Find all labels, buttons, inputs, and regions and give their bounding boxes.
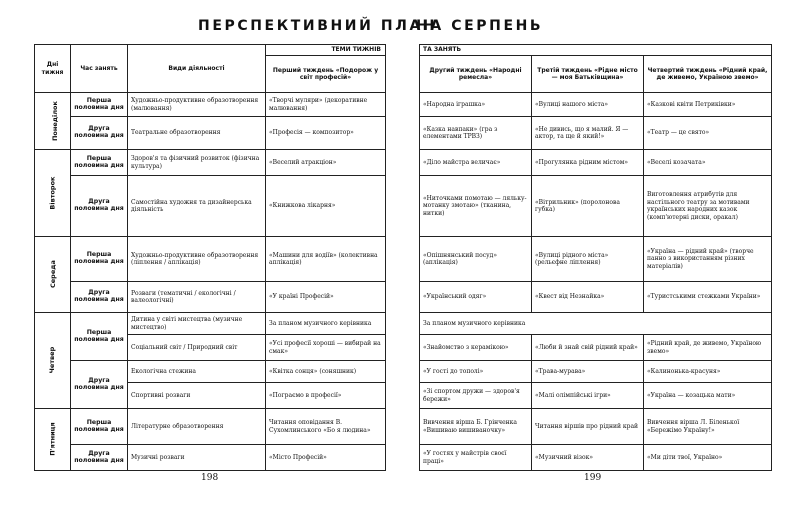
week4-cell: «Ми діти твої, Україно» (644, 445, 772, 471)
week1-cell: «Творчі муляри» (декоративне малювання) (266, 93, 386, 117)
week1-cell: «Професія — композитор» (266, 117, 386, 150)
page-number-left: 198 (201, 473, 219, 483)
week1-cell: «Веселий атракціон» (266, 150, 386, 176)
right-page-table (419, 44, 771, 471)
week4-cell: «Калинонька-красуня» (644, 361, 772, 383)
activity-cell: Екологічна стежина (128, 361, 266, 383)
week2-cell: «Ниточками помотаю — ляльку-мотанку змотаю» (тканина, нитки) (420, 176, 532, 237)
week3-cell: «Не дивись, що я малий. Я — актор, та ще й який!» (532, 117, 644, 150)
week1-cell: «Машини для водіїв» (колективна аплікація) (266, 237, 386, 282)
week3-cell: «Люби й знай свій рідний край» (532, 335, 644, 361)
week2-cell: «Народна іграшка» (420, 93, 532, 117)
week1-cell: «Пограємо в професії» (266, 383, 386, 409)
time-cell: Перша половина дня (71, 150, 128, 176)
day-cell (35, 150, 71, 237)
day-label: Середа (48, 260, 57, 289)
time-cell: Друга половина дня (71, 445, 128, 471)
week3-cell: «Вітрильник» (поролонова губка) (532, 176, 644, 237)
week2-cell: Вивчення вірша Б. Грінченка «Вишиваю вишиваночку» (420, 409, 532, 445)
title-right: НА СЕРПЕНЬ (416, 18, 544, 34)
time-cell: Друга половина дня (71, 282, 128, 313)
week2-cell: «Діло майстра величає» (420, 150, 532, 176)
day-label: П'ятниця (48, 422, 57, 457)
header-week4: Четвертий тиждень «Рідний край, де живемо, Україною звемо» (644, 56, 772, 93)
week1-cell: «Місто Професій» (266, 445, 386, 471)
week3-cell: «Прогулянка рідним містом» (532, 150, 644, 176)
header-themes-right: ТА ЗАНЯТЬ (420, 45, 772, 56)
week1-cell: «У країні Професій» (266, 282, 386, 313)
header-week2: Другий тиждень «Народні ремесла» (420, 56, 532, 93)
day-cell (35, 237, 71, 313)
week4-cell: «Веселі козачата» (644, 150, 772, 176)
week3-cell: «Музичний візок» (532, 445, 644, 471)
left-page-table (34, 44, 385, 471)
activity-cell: Розваги (тематичні / екологічні / валеологічні) (128, 282, 266, 313)
time-cell: Друга половина дня (71, 117, 128, 150)
week1-cell: За планом музичного керівника (266, 313, 386, 335)
time-cell: Перша половина дня (71, 409, 128, 445)
day-cell (35, 313, 71, 409)
activity-cell: Музичні розваги (128, 445, 266, 471)
day-label: Вівторок (48, 176, 57, 210)
week2-cell: «У гості до тополі» (420, 361, 532, 383)
activity-cell: Самостійна художня та дизайнерська діяльність (128, 176, 266, 237)
activity-cell: Соціальний світ / Природний світ (128, 335, 266, 361)
activity-cell: Здоров'я та фізичний розвиток (фізична культура) (128, 150, 266, 176)
activity-cell: Художньо-продуктивне образотворення (малювання) (128, 93, 266, 117)
activity-cell: Спортивні розваги (128, 383, 266, 409)
week1-cell: «Книжкова лікарня» (266, 176, 386, 237)
activity-cell: Художньо-продуктивне образотворення (ліплення / аплікація) (128, 237, 266, 282)
week3-cell: «Квест від Незнайка» (532, 282, 644, 313)
week3-cell: Читання віршів про рідний край (532, 409, 644, 445)
week2-cell: «Опішнянський посуд» (аплікація) (420, 237, 532, 282)
day-label: Четвер (48, 347, 57, 374)
header-activity: Види діяльності (128, 45, 266, 93)
week2-cell: «Український одяг» (420, 282, 532, 313)
time-cell: Друга половина дня (71, 361, 128, 409)
week2-cell: «У гостях у майстрів своєї праці» (420, 445, 532, 471)
header-week3: Третій тиждень «Рідне місто — моя Батьківщина» (532, 56, 644, 93)
activity-cell: Дитина у світі мистецтва (музичне мистецтво) (128, 313, 266, 335)
week2-cell: «Знайомство з керамікою» (420, 335, 532, 361)
week3-cell: «Трава-мурава» (532, 361, 644, 383)
header-day: Дні тижня (35, 45, 71, 93)
week4-cell: Вивчення вірша Л. Біленької «Бережімо Україну!» (644, 409, 772, 445)
week4-cell: «Казкові квіти Петриківки» (644, 93, 772, 117)
day-cell (35, 409, 71, 471)
week3-cell: «Малі олімпійські ігри» (532, 383, 644, 409)
week2-cell: «Казка навпаки» (гра з елементами ТРВЗ) (420, 117, 532, 150)
header-themes-left: ТЕМИ ТИЖНІВ (266, 45, 386, 56)
time-cell: Перша половина дня (71, 93, 128, 117)
activity-cell: Театральне образотворення (128, 117, 266, 150)
week3-cell: «Вулиці рідного міста» (рельєфне ліплення) (532, 237, 644, 282)
week4-cell: «Україна — рідний край» (творче панно з використанням різних матеріалів) (644, 237, 772, 282)
week1-cell: Читання оповідання В. Сухомлинського «Бо я людина» (266, 409, 386, 445)
header-week1: Перший тиждень «Подорож у світ професій» (266, 56, 386, 93)
week4-cell: «Туристськими стежками України» (644, 282, 772, 313)
week4-cell: «Театр — це свято» (644, 117, 772, 150)
time-cell: Перша половина дня (71, 237, 128, 282)
title-left: ПЕРСПЕКТИВНИЙ ПЛАН (198, 18, 438, 34)
week4-cell: Виготовлення атрибутів для настільного театру за мотивами українських народних казок (комп'ютерні диски, оракал) (644, 176, 772, 237)
activity-cell: Літературне образотворення (128, 409, 266, 445)
week3-cell: «Вулиці нашого міста» (532, 93, 644, 117)
week2-cell: «Зі спортом дружи — здоров'я бережи» (420, 383, 532, 409)
week4-cell: «Україна — козацька мати» (644, 383, 772, 409)
time-cell: Перша половина дня (71, 313, 128, 361)
time-cell: Друга половина дня (71, 176, 128, 237)
music-plan-span: За планом музичного керівника (420, 313, 772, 335)
day-cell (35, 93, 71, 150)
page-number-right: 199 (584, 473, 602, 483)
week1-cell: «Квітка сонця» (соняшник) (266, 361, 386, 383)
week1-cell: «Усі професії хороші — вибирай на смак» (266, 335, 386, 361)
day-label: Понеділок (50, 100, 59, 141)
week4-cell: «Рідний край, де живемо, Україною звемо» (644, 335, 772, 361)
header-time: Час занять (71, 45, 128, 93)
